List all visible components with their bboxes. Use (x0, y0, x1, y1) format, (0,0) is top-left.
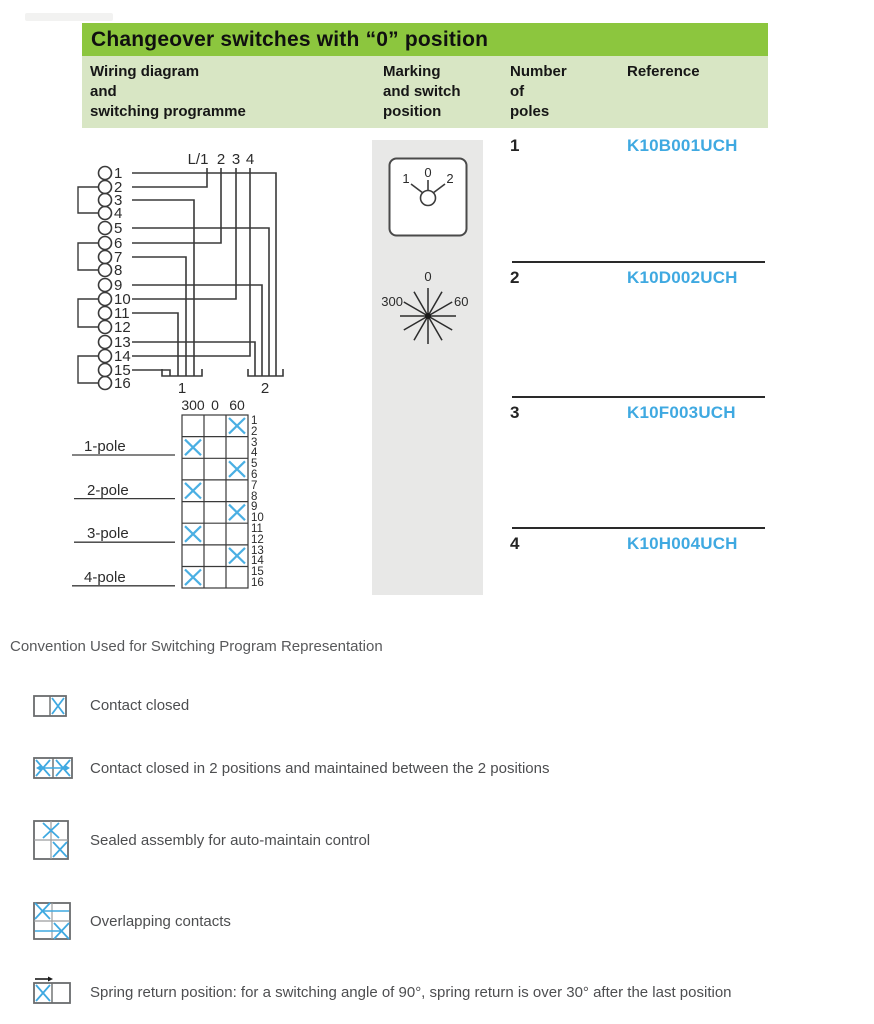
terminal-label: 3 (114, 192, 123, 209)
poles-value: 3 (510, 403, 520, 422)
legend-title: Convention Used for Switching Program Representation (10, 638, 383, 655)
pole-label-1: 1-pole (84, 438, 126, 455)
legend-item (33, 695, 189, 722)
svg-text:7: 7 (251, 480, 258, 492)
wiring-diagram-and-switching-programme (60, 150, 370, 600)
svg-text:13: 13 (251, 545, 264, 557)
legend-item (33, 975, 732, 1010)
legend-item-label: Sealed assembly for auto-maintain control (90, 832, 371, 849)
legend-item (33, 757, 549, 784)
svg-text:6: 6 (251, 469, 258, 481)
switch-face-dial (388, 157, 468, 237)
terminal-label: 13 (114, 334, 131, 351)
switching-angle-star (380, 263, 475, 358)
terminal-label: 1 (114, 165, 123, 182)
svg-text:8: 8 (251, 491, 258, 503)
terminal-label: 7 (114, 249, 123, 266)
legend-item (33, 902, 231, 945)
svg-text:10: 10 (251, 512, 264, 524)
column-header-poles: Number of poles (510, 63, 567, 120)
input-label-3: 3 (231, 151, 241, 168)
pole-label-underlines (72, 455, 175, 586)
angle-label-60: 60 (454, 294, 469, 309)
marking-switch-position-panel (372, 140, 483, 595)
input-label-L1: L/1 (187, 151, 209, 168)
terminal-label: 5 (114, 220, 123, 237)
terminal-label: 11 (114, 305, 130, 322)
terminal-label: 2 (114, 179, 123, 196)
angle-label-300: 300 (381, 294, 403, 309)
svg-text:9: 9 (251, 501, 258, 513)
terminal-label: 9 (114, 277, 123, 294)
svg-text:3: 3 (251, 437, 258, 449)
pole-label-2: 2-pole (87, 482, 129, 499)
terminal-label: 15 (114, 362, 131, 379)
column-header-reference: Reference (627, 63, 700, 80)
terminal-label: 6 (114, 235, 123, 252)
svg-text:12: 12 (251, 534, 264, 546)
pole-label-3: 3-pole (87, 525, 129, 542)
position-header-60: 60 (229, 397, 245, 413)
dial-label-2: 2 (446, 171, 454, 186)
contact-closed-2-positions-icon (33, 757, 90, 784)
terminal-label: 8 (114, 262, 123, 279)
svg-text:4: 4 (251, 447, 258, 459)
spring-return-icon (33, 975, 90, 1010)
connector-label-1: 1 (177, 380, 187, 397)
section-title-bar (82, 23, 768, 56)
faded-watermark (25, 13, 113, 21)
input-label-4: 4 (245, 151, 255, 168)
output-connector-2 (248, 369, 283, 376)
position-header-0: 0 (211, 397, 219, 413)
legend-item-label: Contact closed in 2 positions and maintained between the 2 positions (90, 760, 550, 777)
programme-row-numbers (251, 415, 264, 589)
legend-item (33, 820, 370, 865)
programme-grid (182, 415, 248, 588)
connector-label-2: 2 (260, 380, 270, 397)
reference-link[interactable]: K10D002UCH (627, 268, 738, 287)
page-title: Changeover switches with “0” position (91, 27, 489, 51)
terminal-label: 10 (114, 291, 131, 308)
svg-text:15: 15 (251, 566, 264, 578)
legend-item-label: Spring return position: for a switching angle of 90°, spring return is over 30° after the last position (90, 984, 732, 1001)
pole-labels (84, 438, 129, 586)
column-header-wiring: Wiring diagram and switching programme (90, 63, 246, 120)
poles-value: 2 (510, 268, 520, 287)
svg-text:14: 14 (251, 555, 264, 567)
row-separator (512, 527, 765, 529)
input-label-2: 2 (216, 151, 226, 168)
wiring-lines (78, 167, 283, 390)
svg-text:2: 2 (251, 426, 258, 438)
row-separator (512, 261, 765, 263)
terminal-label: 14 (114, 348, 131, 365)
legend-item-label: Overlapping contacts (90, 913, 231, 930)
table-column-header-row (82, 56, 768, 128)
column-header-marking: Marking and switch position (383, 63, 461, 120)
sealed-assembly-icon (33, 820, 90, 865)
poles-value: 1 (510, 136, 520, 155)
reference-link[interactable]: K10B001UCH (627, 136, 738, 155)
wiring-labels (114, 151, 269, 397)
svg-text:16: 16 (251, 577, 264, 589)
reference-link[interactable]: K10H004UCH (627, 534, 738, 553)
row-separator (512, 396, 765, 398)
overlapping-contacts-icon (33, 902, 90, 945)
dial-label-0: 0 (424, 165, 432, 180)
svg-text:1: 1 (251, 415, 258, 427)
pole-label-4: 4-pole (84, 569, 126, 586)
angle-labels (381, 269, 468, 309)
terminal-label: 16 (114, 375, 131, 392)
poles-value: 4 (510, 534, 520, 553)
position-header-300: 300 (181, 397, 205, 413)
reference-link[interactable]: K10F003UCH (627, 403, 736, 422)
terminal-label: 12 (114, 319, 131, 336)
terminal-label: 4 (114, 205, 123, 222)
angle-label-0: 0 (424, 269, 432, 284)
svg-text:11: 11 (251, 523, 263, 535)
legend-item-label: Contact closed (90, 697, 190, 714)
contact-closed-icon (33, 695, 90, 722)
dial-label-1: 1 (402, 171, 410, 186)
svg-text:5: 5 (251, 458, 258, 470)
